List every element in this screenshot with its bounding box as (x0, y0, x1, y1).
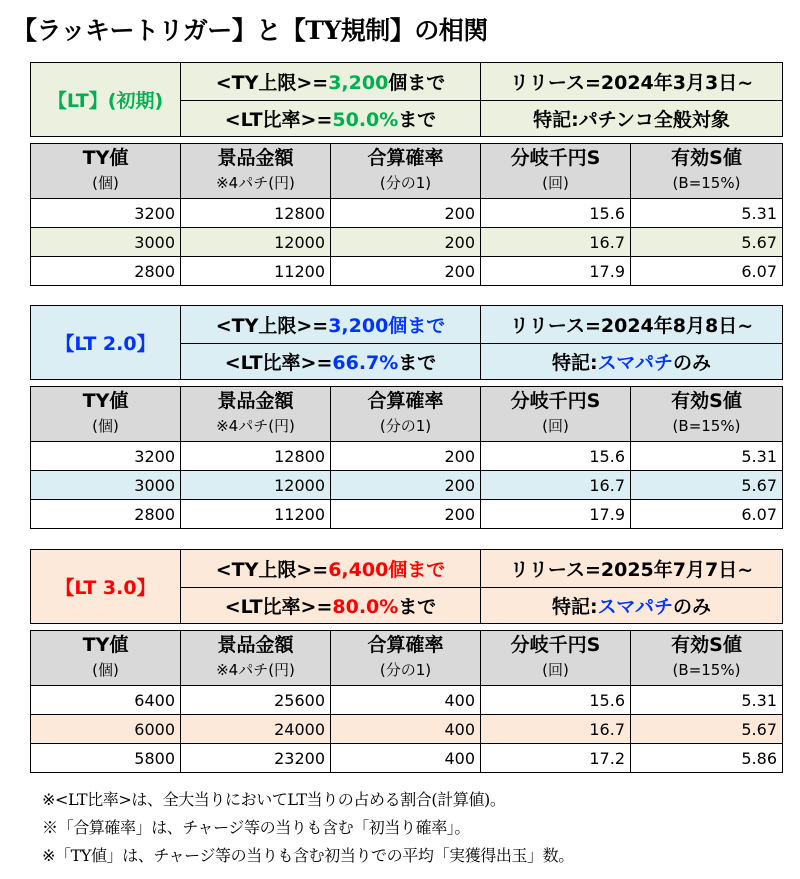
ty-limit: <TY上限>=3,200個まで (181, 63, 481, 101)
cell: 400 (331, 744, 481, 773)
special-note: 特記:パチンコ全般対象 (481, 101, 783, 137)
lt-rate: <LT比率>=80.0%まで (181, 588, 481, 624)
table-row (31, 442, 783, 471)
lt-rate-value: 50.0% (332, 109, 399, 131)
col-breakeven: 分岐千円S (回) (481, 631, 631, 686)
cell: 16.7 (481, 471, 631, 500)
cell: 2800 (31, 257, 181, 286)
table-row (31, 228, 783, 257)
table-row (31, 500, 783, 529)
cell: 200 (331, 199, 481, 228)
cell: 5.31 (631, 442, 783, 471)
table-label: 【LT】(初期) (31, 63, 181, 137)
col-combined-prob: 合算確率 (分の1) (331, 631, 481, 686)
lt-3-table (30, 549, 782, 773)
cell: 3200 (31, 442, 181, 471)
ty-limit-value: 6,400 (328, 559, 389, 581)
cell: 200 (331, 228, 481, 257)
cell: 5.31 (631, 686, 783, 715)
table-row (31, 686, 783, 715)
cell: 15.6 (481, 199, 631, 228)
table-row (31, 257, 783, 286)
col-ty-value: TY値 (個) (31, 144, 181, 199)
cell: 11200 (181, 257, 331, 286)
lt-2-table (30, 305, 782, 529)
table-row (31, 715, 783, 744)
cell: 16.7 (481, 715, 631, 744)
cell: 25600 (181, 686, 331, 715)
ty-limit: <TY上限>=6,400個まで (181, 550, 481, 588)
cell: 5.67 (631, 471, 783, 500)
cell: 2800 (31, 500, 181, 529)
cell: 6.07 (631, 257, 783, 286)
col-combined-prob: 合算確率 (分の1) (331, 387, 481, 442)
table-label: 【LT 3.0】 (31, 550, 181, 624)
col-combined-prob: 合算確率 (分の1) (331, 144, 481, 199)
cell: 3000 (31, 228, 181, 257)
col-breakeven: 分岐千円S (回) (481, 387, 631, 442)
lt-rate-value: 66.7% (332, 352, 399, 374)
cell: 12800 (181, 199, 331, 228)
col-prize-amount: 景品金額 ※4パチ(円) (181, 144, 331, 199)
cell: 12000 (181, 471, 331, 500)
cell: 3000 (31, 471, 181, 500)
cell: 5.86 (631, 744, 783, 773)
cell: 24000 (181, 715, 331, 744)
col-prize-amount: 景品金額 ※4パチ(円) (181, 387, 331, 442)
cell: 6000 (31, 715, 181, 744)
table-row (31, 471, 783, 500)
lt-rate: <LT比率>=66.7%まで (181, 344, 481, 380)
cell: 5.67 (631, 715, 783, 744)
cell: 200 (331, 257, 481, 286)
lt-rate: <LT比率>=50.0%まで (181, 101, 481, 137)
cell: 12000 (181, 228, 331, 257)
cell: 11200 (181, 500, 331, 529)
cell: 17.9 (481, 257, 631, 286)
col-effective-s: 有効S値 (B=15%) (631, 144, 783, 199)
table-row (31, 199, 783, 228)
ty-limit: <TY上限>=3,200個まで (181, 306, 481, 344)
footnote: ※「TY値」は、チャージ等の当りも含む初当りでの平均「実獲得出玉」数。 (42, 846, 574, 865)
cell: 15.6 (481, 442, 631, 471)
lt-rate-value: 80.0% (332, 596, 399, 618)
cell: 200 (331, 442, 481, 471)
col-prize-amount: 景品金額 ※4パチ(円) (181, 631, 331, 686)
cell: 6.07 (631, 500, 783, 529)
ty-limit-value: 3,200 (328, 72, 389, 94)
release-date: リリース=2024年8月8日~ (481, 306, 783, 344)
special-note: 特記:スマパチのみ (481, 344, 783, 380)
footnote: ※「合算確率」は、チャージ等の当りも含む「初当り確率」。 (42, 818, 471, 837)
col-ty-value: TY値 (個) (31, 631, 181, 686)
cell: 200 (331, 500, 481, 529)
col-effective-s: 有効S値 (B=15%) (631, 387, 783, 442)
cell: 400 (331, 686, 481, 715)
table-row (31, 744, 783, 773)
release-date: リリース=2024年3月3日~ (481, 63, 783, 101)
cell: 3200 (31, 199, 181, 228)
cell: 5800 (31, 744, 181, 773)
cell: 17.2 (481, 744, 631, 773)
cell: 16.7 (481, 228, 631, 257)
cell: 200 (331, 471, 481, 500)
cell: 12800 (181, 442, 331, 471)
col-effective-s: 有効S値 (B=15%) (631, 631, 783, 686)
special-note: 特記:スマパチのみ (481, 588, 783, 624)
footnote: ※<LT比率>は、全大当りにおいてLT当りの占める割合(計算値)。 (42, 790, 506, 809)
cell: 15.6 (481, 686, 631, 715)
cell: 17.9 (481, 500, 631, 529)
ty-limit-value: 3,200 (328, 315, 389, 337)
cell: 5.67 (631, 228, 783, 257)
cell: 400 (331, 715, 481, 744)
cell: 23200 (181, 744, 331, 773)
page-title: 【ラッキートリガー】と【TY規制】の相関 (12, 16, 488, 45)
col-breakeven: 分岐千円S (回) (481, 144, 631, 199)
lt-initial-table (30, 62, 782, 286)
table-label: 【LT 2.0】 (31, 306, 181, 380)
col-ty-value: TY値 (個) (31, 387, 181, 442)
release-date: リリース=2025年7月7日~ (481, 550, 783, 588)
cell: 5.31 (631, 199, 783, 228)
cell: 6400 (31, 686, 181, 715)
